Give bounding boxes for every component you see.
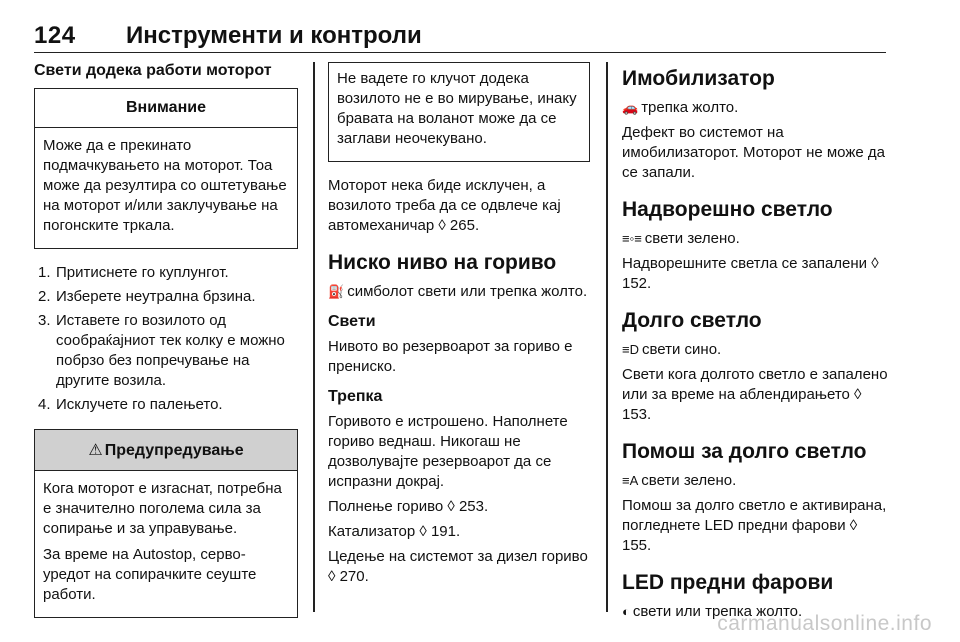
column-divider-2 [606,62,608,612]
watermark: carmanualsonline.info [717,612,932,635]
caution-box [328,62,590,162]
warning-triangle-icon: ⚠ [88,442,103,459]
list-item: 2. Изберете неутрална брзина. [38,288,256,305]
page-number: 124 [34,22,76,49]
ref-catalyst: Катализатор ◊ 191. [328,523,461,540]
chapter-title: Инструменти и контроли [126,22,422,49]
list-item: 1. Притиснете го куплунгот. [38,264,229,281]
list-item: 3. Иставете го возилото од сообраќајниот тек колку е можно побрзо без попречување на другите возила. [38,312,285,389]
led-headlights-heading: LED предни фарови [622,571,834,594]
column-1 [34,62,298,618]
exterior-light-heading: Надворешно светло [622,198,833,221]
section-title-engine-running: Свети додека работи моторот [34,62,272,79]
high-beam-text: Свети кога долгото светло е запалено или за време на аблендирањето ◊ 153. [622,366,888,423]
fuel-text: ⛽ симболот свети или трепка жолто. [328,283,588,300]
led-headlight-icon: ◐ [622,604,630,619]
notice-box [34,88,298,249]
immobilizer-heading: Имобилизатор [622,67,775,90]
fuel-pump-icon: ⛽ [328,284,345,299]
high-beam-sub: ≡D свети сино. [622,341,722,358]
ref-diesel: Цедење на системот за дизел гориво ◊ 270. [328,548,588,585]
immobilizer-text: Дефект во системот на имобилизаторот. Моторот не може да се запали. [622,124,885,181]
exterior-light-sub: ≡◦≡ свети зелено. [622,230,740,247]
warning-text-2: За време на Autostop, серво-уредот на сопирачките сеуште работи. [43,546,257,603]
car-key-icon: 🚗 [622,100,639,115]
notice-text: Може да е прекинато подмачкувањето на моторот. Тоа може да резултира со оштетување на моторот и/или заклучување на погонските тркала. [43,137,287,234]
column-3 [622,62,890,627]
lit-text: Нивото во резервоарот за гориво е прениско. [328,338,573,375]
ref-refueling: Полнење гориво ◊ 253. [328,498,489,515]
warning-text-1: Кога моторот е изгаснат, потребна е значително поголема сила за сопирање и за управување. [43,480,282,537]
warning-title: ⚠ Предупредување [35,430,297,471]
immobilizer-sub: 🚗 трепка жолто. [622,99,739,116]
column-2 [328,62,590,592]
flash-heading: Трепка [328,388,383,405]
side-light-icon: ≡◦≡ [622,231,642,246]
column-divider-1 [313,62,315,612]
caution-text: Не вадете го клучот додека возилото не е во мирување, инаку бравата на воланот може да се заглави неочекувано. [337,70,577,147]
fuel-heading: Ниско ниво на гориво [328,251,557,274]
flash-text: Горивото е истрошено. Наполнете гориво веднаш. Никогаш не дозволувајте резервоарот да се испразни докрај. [328,413,568,490]
list-item: 4. Исклучете го палењето. [38,396,223,413]
page-header [34,22,886,53]
steps-list [34,263,298,415]
warning-box [34,429,298,618]
high-beam-assist-text: Помош за долго светло е активирана, погледнете LED предни фарови ◊ 155. [622,497,887,554]
high-beam-assist-sub: ≡A свети зелено. [622,472,737,489]
high-beam-heading: Долго светло [622,309,762,332]
led-headlights-sub: ◐ свети или трепка жолто. [622,603,803,620]
lit-heading: Свети [328,313,376,330]
high-beam-assist-icon: ≡A [622,473,639,488]
high-beam-icon: ≡D [622,342,639,357]
tow-text: Моторот нека биде исклучен, а возилото треба да се одвлече кај автомеханичар ◊ 265. [328,177,561,234]
high-beam-assist-heading: Помош за долго светло [622,440,867,463]
notice-title: Внимание [35,89,297,128]
exterior-light-text: Надворешните светла се запалени ◊ 152. [622,255,879,292]
